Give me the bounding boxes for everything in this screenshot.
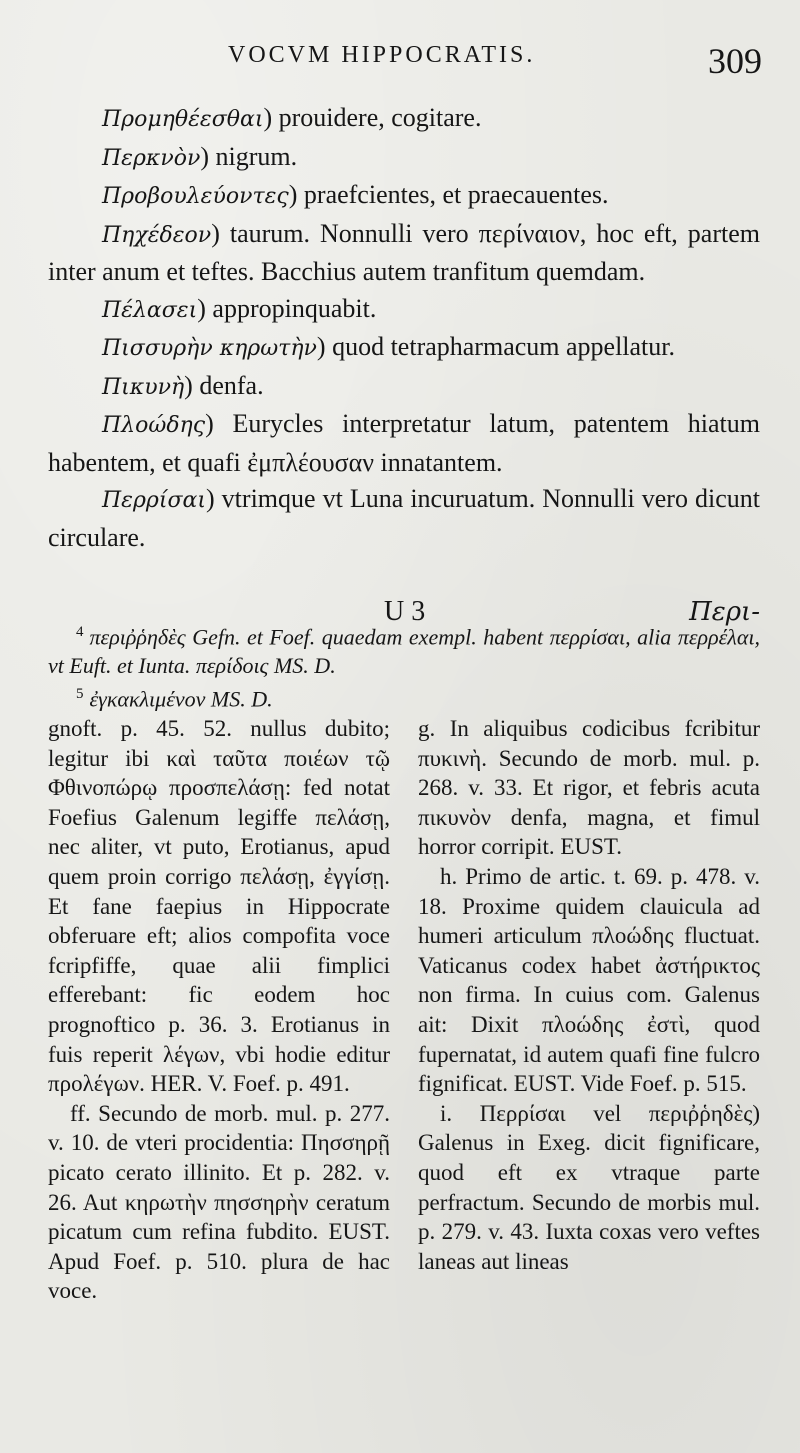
footnote-marker: 4 — [76, 624, 84, 640]
note-paragraph: h. Primo de artic. t. 69. p. 478. v. 18. Proxime quidem clauicula ad humeri articulum πλοώδης fluctuat. Vaticanus codex habet ἀστήρικτος non firma. In cuius com. Galenus ait: Dixit πλοώδης ἐστὶ, quod fupernatat, id autem quafi fine fulcro fignificat. EUST. Vide Foef. p. 515. — [418, 863, 760, 1097]
entry-term: Περρίσαι — [102, 488, 206, 513]
entry-term: Περκνὸν — [102, 145, 201, 171]
footnote — [48, 618, 760, 680]
footnote-marker: 5 — [76, 686, 84, 703]
page-number: 309 — [708, 41, 762, 81]
entry-term: Πλοώδης — [102, 413, 206, 438]
footnote — [48, 680, 760, 713]
entry-term: Πικυνὴ — [102, 374, 185, 400]
signature-mark: U 3 — [384, 596, 426, 627]
entry-term: Προμηθέεσθαι — [102, 107, 264, 132]
footnotes — [48, 618, 760, 714]
lexicon-entries — [48, 100, 760, 556]
lexicon-entry — [48, 329, 760, 368]
entry-definition: ) denfa. — [184, 370, 264, 400]
notes-column-right — [418, 714, 760, 1306]
entry-definition: ) praefcientes, et praecauentes. — [288, 180, 609, 209]
entry-definition: ) prouidere, cogitare. — [263, 103, 482, 132]
entry-term: Πηχέδεον — [102, 222, 212, 248]
note-paragraph: gnoft. p. 45. 52. nullus dubito; legitur ibi καὶ ταῦτα ποιέων τῷ Φθινοπώρῳ προσπελάσῃ: fed notat Foefius Galenum legiffe πελάσῃ, nec aliter, vt puto, Erotianus, apud quem proin corrigo πελάσῃ, ἐγγίσῃ. Et fane faepius in Hippocrate obferuare eft; alios compofita voce fcripfiffe, quae alii fimplici efferebant: fic eodem hoc prognoftico p. 36. 3. Erotianus in fuis reperit λέγων, vbi hodie editur προλέγων. HER. V. Foef. p. 491. — [48, 716, 390, 1097]
lexicon-entry — [48, 368, 760, 407]
entry-term: Προβουλεύοντες — [102, 184, 289, 209]
entry-definition: ) vtrimque vt Luna incuruatum. Nonnulli vero dicunt circulare. — [48, 484, 760, 552]
entry-term: Πέλασει — [102, 297, 198, 323]
lexicon-entry — [48, 216, 760, 291]
footnote-text: ἐγκακλιμένον MS. D. — [89, 686, 273, 712]
running-head: VOCVM HIPPOCRATIS. — [228, 42, 536, 68]
entry-definition: ) Eurycles interpretatur latum, patentem hiatum habentem, et quafi ἐμπλέουσαν innatantem. — [48, 409, 760, 477]
lexicon-entry — [48, 406, 760, 481]
lexicon-entry — [48, 139, 760, 178]
entry-definition: ) quod tetrapharmacum appellatur. — [316, 332, 676, 361]
entry-definition: ) taurum. Nonnulli vero περίναιον, hoc eft, partem inter anum et teftes. Bacchius autem tranfitum quemdam. — [48, 218, 760, 286]
footnote-text: περιῤῥηδὲς Gefn. et Foef. quaedam exempl. habent περρίσαι, alia περρέλαι, vt Euft. et Iunta. περίδοις MS. D. — [48, 624, 760, 679]
commentary-notes — [48, 714, 760, 1306]
lexicon-entry — [48, 177, 760, 216]
entry-term: Πισσυρὴν κηρωτὴν — [102, 336, 317, 361]
lexicon-entry — [48, 100, 760, 139]
note-paragraph: ff. Secundo de morb. mul. p. 277. v. 10. de vteri procidentia: Πησσηρῇ picato cerato illinito. Et p. 282. v. 26. Aut κηρωτὴν πησσηρὴν ceratum picatum cum refina fubdito. EUST. Apud Foef. p. 510. plura de hac voce. — [48, 1100, 390, 1304]
note-paragraph: g. In aliquibus codicibus fcribitur πυκινὴ. Secundo de morb. mul. p. 268. v. 33. Et rigor, et febris acuta πικυνὸν denfa, magna, et fimul horror corripit. EUST. — [418, 716, 760, 860]
lexicon-entry — [48, 481, 760, 556]
entry-definition: ) nigrum. — [200, 141, 298, 171]
catchword-text: Περι- — [689, 597, 760, 627]
notes-column-left — [48, 714, 390, 1306]
entry-definition: ) appropinquabit. — [197, 293, 377, 323]
lexicon-entry — [48, 291, 760, 330]
note-paragraph: i. Περρίσαι vel περιῤῥηδὲς) Galenus in Exeg. dicit fignificare, quod eft ex vtraque parte perfractum. Secundo de morbis mul. p. 279. v. 43. Iuxta coxas vero veftes laneas aut lineas — [418, 1100, 760, 1274]
